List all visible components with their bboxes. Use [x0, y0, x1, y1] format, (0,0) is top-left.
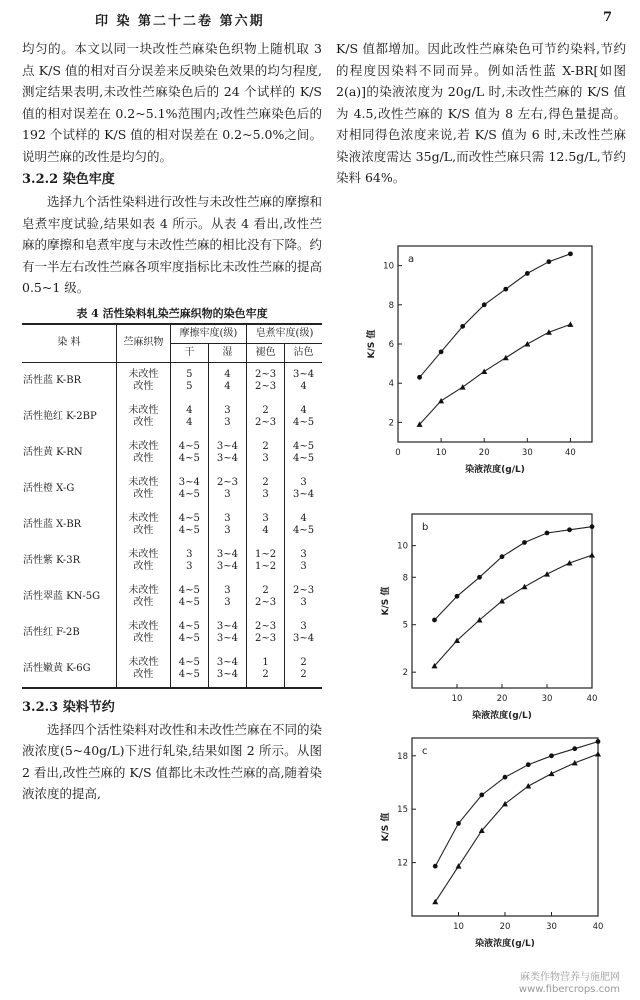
y-tick-label: 8	[402, 573, 408, 584]
series-line	[435, 527, 593, 620]
data-point	[479, 793, 484, 798]
table-cell-dye: 活性紫 K-3R	[23, 554, 81, 566]
table-cell-dry: 3~4 4~5	[170, 471, 208, 507]
data-point-triangle	[481, 368, 487, 374]
table-row	[22, 615, 322, 651]
table-caption: 表 4 活性染料轧染苎麻织物的染色牢度	[76, 306, 268, 320]
data-point-triangle	[524, 341, 530, 347]
left-column	[22, 38, 322, 805]
table-cell-wet: 3~4 3~4	[208, 543, 246, 579]
table-cell-wet: 3 3	[208, 399, 246, 435]
fastness-table	[22, 323, 322, 689]
y-axis-label: K/S 值	[381, 586, 391, 616]
table-cell-dry: 4~5 4~5	[170, 615, 208, 651]
y-axis-label: K/S 值	[367, 329, 377, 359]
data-point-triangle	[522, 584, 528, 590]
x-tick-label: 30	[546, 922, 557, 932]
table-cell-dye: 活性蓝 X-BR	[23, 518, 82, 530]
series-line	[435, 555, 593, 666]
x-tick-label: 10	[435, 448, 447, 458]
table-row	[22, 435, 322, 471]
table-cell-fabric: 未改性 改性	[117, 543, 171, 579]
table-row	[22, 399, 322, 435]
data-point	[549, 753, 554, 758]
col-header-stain: 沾色	[285, 343, 322, 362]
x-tick-label: 40	[565, 448, 576, 458]
table-cell-dry: 4~5 4~5	[170, 651, 208, 688]
data-point	[503, 287, 508, 292]
paragraph-uniformity: 均匀的。本文以同一块改性苎麻染色织物上随机取 3 点 K/S 值的相对百分误差来反映染色效果的均匀程度,测定结果表明,未改性苎麻染色后的 24 个试样的 K/S 值的相对误差在 0.2~5.1%范围内;改性苎麻染色后的 192 个试样的 K/S 值的相对误差在 0.2~5.0%之间。说明苎麻的改性是均匀的。	[22, 41, 322, 164]
table-cell-dye: 活性红 F-2B	[23, 626, 80, 638]
data-point	[568, 251, 573, 256]
table-cell-stain: 4 4~5	[285, 399, 322, 435]
table-cell-fabric: 未改性 改性	[117, 579, 171, 615]
table-cell-dry: 4~5 4~5	[170, 507, 208, 543]
table-cell-dye: 活性翠蓝 KN-5G	[23, 590, 101, 602]
table-cell-stain: 3 3	[285, 543, 322, 579]
table-cell-dry: 3 3	[170, 543, 208, 579]
paragraph-dye-saving: 选择四个活性染料对改性和未改性苎麻在不同的染液浓度(5~40g/L)下进行轧染,结果如图 2 所示。从图 2 看出,改性苎麻的 K/S 值都比未改性苎麻的高,随着染液浓度的提高,	[22, 721, 323, 801]
data-point-triangle	[544, 571, 550, 577]
table-cell-fade: 2 3	[246, 471, 284, 507]
table-cell-fade: 1~2 1~2	[246, 543, 284, 579]
table-cell-dye: 活性艳红 K-2BP	[23, 410, 97, 422]
x-tick-label: 0	[395, 448, 401, 458]
table-cell-wet: 3 3	[208, 507, 246, 543]
table-cell-stain: 3~4 4	[285, 362, 322, 399]
data-point-triangle	[595, 751, 601, 757]
data-point-triangle	[589, 552, 595, 558]
data-point	[482, 302, 487, 307]
table-cell-stain: 3 3~4	[285, 471, 322, 507]
x-tick-label: 40	[586, 694, 598, 704]
table-cell-dry: 4~5 4~5	[170, 579, 208, 615]
data-point	[596, 739, 601, 744]
data-point-triangle	[549, 771, 555, 777]
table-row	[22, 579, 322, 615]
data-point	[572, 746, 577, 751]
data-point-triangle	[525, 783, 531, 789]
table-cell-wet: 3~4 3~4	[208, 615, 246, 651]
data-point-triangle	[499, 598, 505, 604]
y-tick-label: 4	[388, 379, 394, 390]
table-cell-wet: 2~3 3	[208, 471, 246, 507]
table-cell-dry: 4~5 4~5	[170, 435, 208, 471]
series-line	[435, 754, 598, 902]
table-cell-wet: 3~4 3~4	[208, 651, 246, 688]
watermark-line-1: 麻类作物营养与施肥网	[520, 972, 620, 983]
x-tick-label: 40	[592, 922, 604, 932]
table-cell-dye: 活性嫩黄 K-6G	[22, 651, 117, 688]
table-cell-fade: 2~3 2~3	[246, 362, 284, 399]
table-cell-fabric: 未改性 改性	[117, 615, 171, 651]
x-axis-label: 染液浓度(g/L)	[472, 711, 532, 721]
data-point	[433, 864, 438, 869]
col-header-rub: 摩擦牢度(级)	[170, 324, 246, 344]
y-axis-label: K/S 值	[381, 812, 391, 842]
page-number: 7	[602, 10, 612, 25]
table-cell-fabric: 未改性 改性	[117, 507, 171, 543]
table-cell-wet: 3~4 3~4	[208, 435, 246, 471]
x-tick-label: 30	[521, 448, 533, 458]
right-column	[336, 38, 626, 189]
section-heading-fastness: 3.2.2 染色牢度	[22, 172, 115, 187]
data-point	[417, 375, 422, 380]
journal-header: 印 染 第二十二卷 第六期	[95, 14, 265, 29]
paragraph-ks-increase: K/S 值都增加。因此改性苎麻染色可节约染料,节约的程度因染料不同而异。例如活性蓝 X-BR[如图 2(a)]的染液浓度为 20g/L 时,未改性苎麻的 K/S 值为 4.5,改性苎麻的 K/S 值为 8 左右,得色量提高。对相同得色浓度来说,若 K/S 值为 6 时,未改性苎麻染液浓度需达 35g/L,而改性苎麻只需 12.5g/L,节约染料 64%。	[336, 41, 626, 185]
y-tick-label: 6	[388, 340, 394, 350]
watermark	[519, 972, 620, 996]
data-point	[432, 618, 437, 623]
x-tick-label: 20	[499, 922, 511, 932]
chart-a	[338, 236, 608, 504]
table-row	[22, 651, 322, 688]
x-tick-label: 30	[541, 694, 553, 704]
plot-frame	[398, 246, 592, 442]
data-point	[526, 762, 531, 767]
watermark-line-2: www.fibercrops.com	[518, 984, 620, 995]
panel-label: b	[422, 522, 429, 533]
y-tick-label: 2	[388, 418, 394, 429]
x-tick-label: 20	[496, 694, 508, 704]
series-line	[435, 742, 598, 867]
data-point	[456, 821, 461, 826]
col-header-dry: 干	[170, 343, 208, 362]
data-point	[522, 540, 527, 545]
paragraph-fastness: 选择九个活性染料进行改性与未改性苎麻的摩擦和皂煮牢度试验,结果如表 4 所示。从表 4 看出,改性苎麻的摩擦和皂煮牢度与未改性苎麻的相比没有下降。约有一半左右改性苎麻各项牢度指标比未改性苎麻的提高 0.5~1 级。	[22, 194, 323, 295]
col-header-wet: 湿	[208, 343, 246, 362]
table-cell-dye: 活性蓝 K-BR	[23, 374, 82, 386]
table-cell-wet: 3 3	[208, 579, 246, 615]
table-row	[22, 543, 322, 579]
data-point	[567, 527, 572, 532]
col-header-soap: 皂煮牢度(级)	[246, 324, 322, 344]
data-point	[525, 271, 530, 276]
y-tick-label: 15	[397, 805, 408, 816]
y-tick-label: 18	[397, 751, 408, 762]
col-header-fabric: 苎麻织物	[117, 324, 171, 363]
table-cell-stain: 2 2	[285, 651, 322, 688]
section-heading-dye-saving: 3.2.3 染料节约	[22, 699, 115, 715]
table-cell-fade: 2 3	[246, 435, 284, 471]
table-cell-fabric: 未改性 改性	[117, 651, 171, 688]
data-point	[460, 324, 465, 329]
table-cell-fade: 2~3 2~3	[246, 615, 284, 651]
table-cell-wet: 4 4	[208, 362, 246, 399]
panel-label: a	[408, 254, 415, 265]
data-point	[455, 594, 460, 599]
data-point-triangle	[503, 355, 509, 361]
table-cell-dry: 5 5	[170, 362, 208, 399]
data-point	[503, 775, 508, 780]
chart-b	[372, 506, 612, 736]
table-cell-dye: 活性黄 K-RN	[23, 446, 83, 458]
series-line	[420, 324, 571, 424]
table-cell-fabric: 未改性 改性	[117, 362, 171, 399]
table-row	[22, 471, 322, 507]
table-cell-stain: 4 4~5	[285, 507, 322, 543]
table-row	[22, 507, 322, 543]
table-cell-fade: 3 4	[246, 507, 284, 543]
x-axis-label: 染液浓度(g/L)	[475, 939, 535, 949]
table-cell-stain: 4~5 4~5	[285, 435, 322, 471]
table-row	[22, 362, 322, 399]
data-point	[477, 575, 482, 580]
col-header-fade: 褪色	[246, 343, 284, 362]
table-cell-fabric: 未改性 改性	[117, 435, 171, 471]
x-tick-label: 10	[453, 922, 464, 932]
table-cell-fabric: 未改性 改性	[117, 471, 171, 507]
y-tick-label: 8	[388, 300, 394, 311]
data-point	[439, 349, 444, 354]
y-tick-label: 10	[383, 261, 394, 272]
table-cell-fade: 1 2	[246, 651, 284, 688]
data-point	[546, 259, 551, 264]
col-header-dye: 染 料	[22, 324, 117, 363]
table-cell-dry: 4 4	[170, 399, 208, 435]
series-line	[420, 254, 571, 377]
y-tick-label: 2	[402, 668, 408, 679]
table-cell-fade: 2 2~3	[246, 579, 284, 615]
data-point	[590, 524, 595, 529]
panel-label: c	[422, 746, 428, 757]
data-point-triangle	[567, 321, 573, 327]
table-cell-dye: 活性橙 X-G	[23, 482, 75, 494]
data-point-triangle	[438, 398, 444, 404]
data-point	[500, 554, 505, 559]
data-point	[545, 531, 550, 536]
y-tick-label: 10	[397, 541, 408, 552]
x-tick-label: 20	[478, 448, 490, 458]
chart-c	[368, 730, 616, 968]
table-cell-stain: 3 3~4	[285, 615, 322, 651]
x-tick-label: 10	[451, 694, 463, 704]
y-tick-label: 12	[397, 858, 408, 869]
table-cell-fabric: 未改性 改性	[117, 399, 171, 435]
table-cell-stain: 2~3 3	[285, 579, 322, 615]
table-cell-fade: 2 2~3	[246, 399, 284, 435]
y-tick-label: 5	[402, 620, 408, 631]
x-axis-label: 染液浓度(g/L)	[465, 465, 525, 475]
